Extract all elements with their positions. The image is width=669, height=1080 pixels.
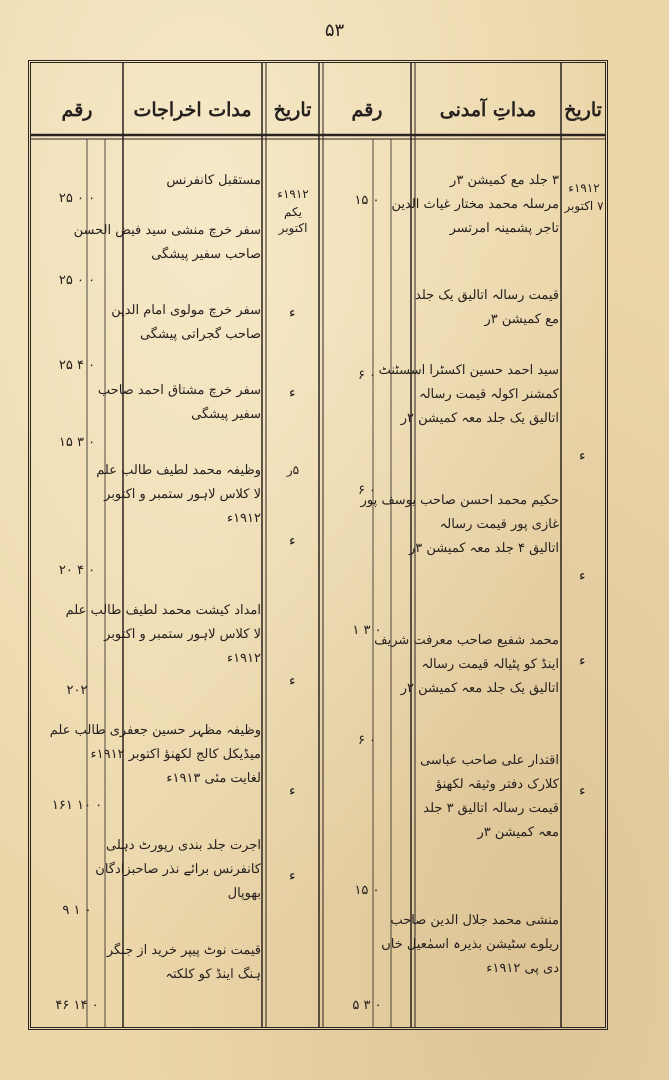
expense-entry-line: کانفرنس برائے نذر صاحبزادگان — [95, 862, 261, 877]
income-entry-line: اتالیق یک جلد معہ کمیشن ۲ر — [400, 411, 559, 426]
income-amount: ۵ ۳ ۰ — [352, 998, 382, 1013]
income-entry-line: معہ کمیشن ۳ر — [477, 825, 559, 840]
expense-entry-line: سفیر پیشگی — [191, 407, 261, 422]
expense-date-ditto: ء — [289, 673, 296, 689]
expense-date-ditto: ء — [289, 305, 296, 321]
income-entry-line: اینڈ کو پٹیالہ قیمت رسالہ — [421, 657, 559, 672]
income-amount: ۶ ۰ — [357, 483, 377, 498]
income-date-ditto: ء — [579, 448, 586, 464]
expense-date-year: ۱۹۱۲ء — [277, 187, 309, 201]
expense-entry-line: مستقبل کانفرنس — [166, 173, 261, 188]
income-entry-line: قیمت رسالہ اتالیق یک جلد — [415, 288, 559, 303]
expense-entry-line: لا کلاس لاہور ستمبر و اکتوبر — [104, 487, 261, 502]
expense-amount: ۲۰۲ — [66, 683, 88, 698]
income-entry-line: تاجر پشمینہ امرتسر — [449, 221, 559, 236]
income-entry-line: اقتدار علی صاحب عباسی — [420, 753, 559, 768]
income-entry-line: سید احمد حسین اکسٹرا اسسٹنٹ — [378, 363, 559, 378]
header-amount-expense: رقم — [61, 99, 93, 121]
expense-entry-line: سفر خرچ مشتاق احمد صاحب — [97, 383, 261, 398]
expense-entry-line: سفر خرچ منشی سید فیض الحسن — [73, 223, 261, 238]
expense-date-ditto: ء — [289, 385, 296, 401]
expense-date-day: یکم اکتوبر — [278, 205, 308, 235]
income-entry-line: حکیم محمد احسن صاحب یوسف پور — [360, 493, 559, 508]
expense-date-ditto: ء — [289, 533, 296, 549]
header-items-income: مداتِ آمدنی — [439, 99, 537, 121]
header-amount-income: رقم — [351, 99, 383, 121]
income-entry-line: غازی پور قیمت رسالہ — [439, 517, 559, 532]
income-date-ditto: ء — [579, 568, 586, 584]
income-entry-line: ریلوے سٹیشن بذیرہ اسمٰعیل خاں — [381, 937, 559, 952]
expense-entry-line: امداد کیشت محمد لطیف طالب علم — [65, 603, 261, 618]
income-entry-line: اتالیق یک جلد معہ کمیشن ۲ر — [400, 681, 559, 696]
expense-amount: ۲۵ ۴ ۰ — [58, 358, 96, 373]
expense-amount: ۲۵ ۰ ۰ — [58, 273, 96, 288]
header-date-expense: تاریخ — [273, 99, 312, 121]
income-entry-line: منشی محمد جلال الدین صاحب — [390, 913, 559, 928]
income-entry-line: ۳ جلد مع کمیشن ۳ر — [450, 173, 559, 188]
expense-entry-line: صاحب گجراتی پیشگی — [139, 327, 261, 342]
income-amount: ۱۵ ۰ — [354, 193, 380, 208]
expense-entry-line: لغایت مئی ۱۹۱۳ء — [166, 771, 261, 786]
expense-amount: ۹ ۱ ۰ — [62, 903, 92, 918]
expense-entry-line: ہنگ اینڈ کو کلکتہ — [165, 967, 261, 982]
expense-entry-line: صاحب سفیر پیشگی — [151, 247, 261, 262]
income-entry-line: قیمت رسالہ اتالیق ۳ جلد — [423, 801, 559, 816]
expense-date-ditto: ء — [289, 783, 296, 799]
expense-entry-line: ۱۹۱۲ء — [226, 651, 261, 666]
expense-entry-line: اجرت جلد بندی رپورٹ دہلی — [106, 838, 261, 853]
header-items-expense: مدات اخراجات — [133, 99, 252, 121]
expense-entry-line: لا کلاس لاہور ستمبر و اکتوبر — [104, 627, 261, 642]
expense-date-second: ۵ر — [286, 463, 300, 477]
income-date-ditto: ء — [579, 783, 586, 799]
income-date-ditto: ء — [579, 653, 586, 669]
expense-amount: ۲۰ ۴ ۰ — [58, 563, 96, 578]
income-entry-line: محمد شفیع صاحب معرفت شریف — [374, 633, 559, 648]
expense-amount: ۱۶۱ ۱۰ ۰ — [51, 798, 103, 813]
expense-entry-line: میڈیکل کالج لکھنؤ اکتوبر ۱۹۱۲ء — [90, 747, 261, 762]
income-amount: ۶ ۰ — [357, 733, 377, 748]
expense-entry-line: وظیفہ مظہر حسین جعفری طالب علم — [49, 723, 261, 738]
income-date-year: ۱۹۱۲ء — [568, 181, 600, 195]
expense-date-ditto: ء — [289, 868, 296, 884]
income-entry-line: دی پی ۱۹۱۲ء — [486, 961, 559, 976]
expense-entry-line: وظیفہ محمد لطیف طالب علم — [96, 463, 261, 478]
income-amount: ۶ ۰ — [357, 368, 377, 383]
header-date-income: تاریخ — [564, 99, 602, 121]
income-entry-line: مع کمیشن ۳ر — [484, 312, 559, 327]
expense-entry-line: بھوپال — [227, 886, 261, 901]
income-amount: ۱۵ ۰ — [354, 883, 380, 898]
expense-amount: ۴۶ ۱۴ ۰ — [55, 998, 99, 1013]
income-entry-line: مرسلہ محمد مختار غیاث الدین — [391, 197, 559, 212]
income-entry-line: کمشنر اکولہ قیمت رسالہ — [418, 387, 559, 402]
expense-amount: ۲۵ ۰ ۰ — [58, 191, 96, 206]
page-number: ۵۳ — [324, 20, 345, 41]
income-entry-line: کلارک دفتر وثیقہ لکھنؤ — [435, 777, 559, 792]
ledger-table — [28, 60, 608, 1030]
income-entry-line: اتالیق ۴ جلد معہ کمیشن ۳ر — [409, 541, 559, 556]
expense-entry-line: سفر خرچ مولوی امام الدین — [111, 303, 261, 318]
expense-entry-line: قیمت نوٹ پیپر خرید از جنگر — [106, 943, 261, 958]
expense-amount: ۱۵ ۳ ۰ — [58, 435, 96, 450]
income-date-day: ۷ اکتوبر — [564, 199, 604, 213]
expense-entry-line: ۱۹۱۲ء — [226, 511, 261, 526]
income-amount: ۱ ۳ ۰ — [352, 623, 382, 638]
